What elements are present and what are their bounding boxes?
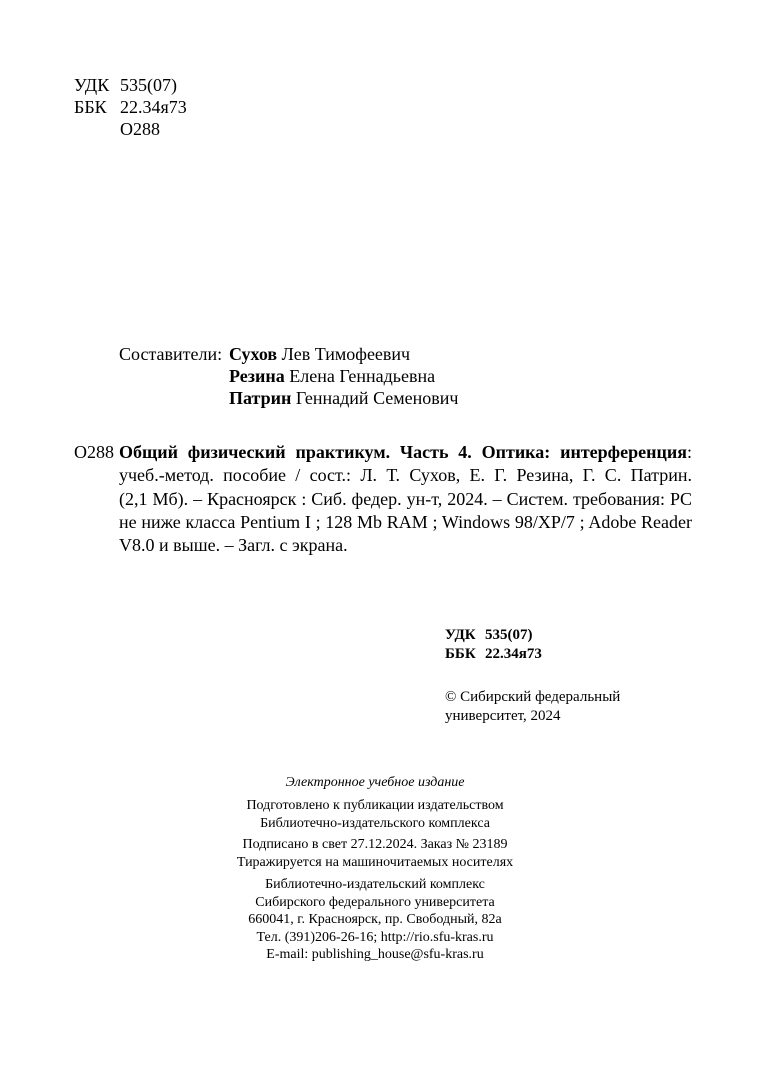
- bibliography-line-2: (2,1 Мб). – Красноярск : Сиб. федер. ун-т, 2024. – Систем. требования: PC: [119, 488, 692, 509]
- bibliography-line-3: не ниже класса Pentium I ; 128 Mb RAM ; Windows 98/XP/7 ; Adobe Reader: [119, 511, 692, 532]
- compiler-3: [229, 387, 458, 409]
- bibliography-title-suffix: :: [686, 442, 692, 462]
- signed-line: Подписано в свет 27.12.2024. Заказ № 23189: [242, 837, 508, 852]
- imprint-prepared: [230, 797, 520, 832]
- author-sign-line: [74, 118, 187, 140]
- right-codes-block: [445, 626, 542, 664]
- prepared-line-2: Библиотечно-издательского комплекса: [260, 815, 490, 831]
- right-udk-line: [445, 626, 542, 645]
- compiler-1: [229, 343, 410, 365]
- copyright-line-2: университет, 2024: [445, 708, 561, 724]
- right-bbk-value: 22.34я73: [485, 646, 542, 662]
- compiler-1-given: Лев Тимофеевич: [281, 344, 411, 364]
- bibliography-sign: О288: [74, 442, 114, 462]
- replicated-line: Тиражируется на машиночитаемых носителях: [236, 854, 514, 870]
- compiler-1-surname: Сухов: [229, 344, 278, 364]
- bibliography-line-4: V8.0 и выше. – Загл. с экрана.: [119, 535, 348, 556]
- compiler-3-given: Геннадий Семенович: [295, 388, 459, 408]
- bibliography-title: Общий физический практикум. Часть 4. Оптика: интерференция: [119, 442, 687, 462]
- right-bbk-label: ББК: [445, 646, 476, 662]
- imprint-edition: [230, 774, 520, 792]
- udk-value: 535(07): [120, 75, 177, 95]
- edition-type: Электронное учебное издание: [285, 775, 465, 790]
- compilers-label: Составители:: [119, 344, 223, 364]
- right-udk-value: 535(07): [485, 627, 533, 643]
- publisher-phone: Тел. (391)206-26-16; http://rio.sfu-kras.ru: [256, 929, 494, 945]
- prepared-line-1: Подготовлено к публикации издательством: [246, 798, 504, 813]
- bbk-label: ББК: [74, 97, 107, 117]
- compiler-2: [229, 365, 435, 387]
- compiler-2-given: Елена Геннадьевна: [289, 366, 436, 386]
- bibliographic-description: [119, 441, 692, 557]
- publisher-email: E-mail: publishing_house@sfu-kras.ru: [266, 947, 484, 962]
- imprint-signed: [230, 836, 520, 871]
- right-udk-label: УДК: [445, 627, 476, 643]
- bbk-value: 22.34я73: [120, 97, 187, 117]
- publisher-line-2: Сибирского федерального университета: [255, 894, 495, 910]
- publisher-address: 660041, г. Красноярск, пр. Свободный, 82а: [248, 912, 502, 927]
- compiler-2-surname: Резина: [229, 366, 285, 386]
- author-sign: О288: [120, 119, 160, 139]
- copyright-block: [445, 688, 620, 726]
- imprint-publisher: [230, 876, 520, 964]
- udk-label: УДК: [74, 75, 110, 95]
- copyright-line-1: © Сибирский федеральный: [445, 689, 621, 705]
- udk-line: [74, 74, 187, 96]
- classification-block: [74, 74, 187, 140]
- bbk-line: [74, 96, 187, 118]
- right-bbk-line: [445, 645, 542, 664]
- bibliography-line-1: учеб.-метод. пособие / сост.: Л. Т. Сухов, Е. Г. Резина, Г. С. Патрин.: [119, 465, 692, 486]
- bibliography-title-line: [119, 441, 692, 464]
- publisher-line-1: Библиотечно-издательский комплекс: [265, 877, 485, 892]
- compiler-3-surname: Патрин: [229, 388, 292, 408]
